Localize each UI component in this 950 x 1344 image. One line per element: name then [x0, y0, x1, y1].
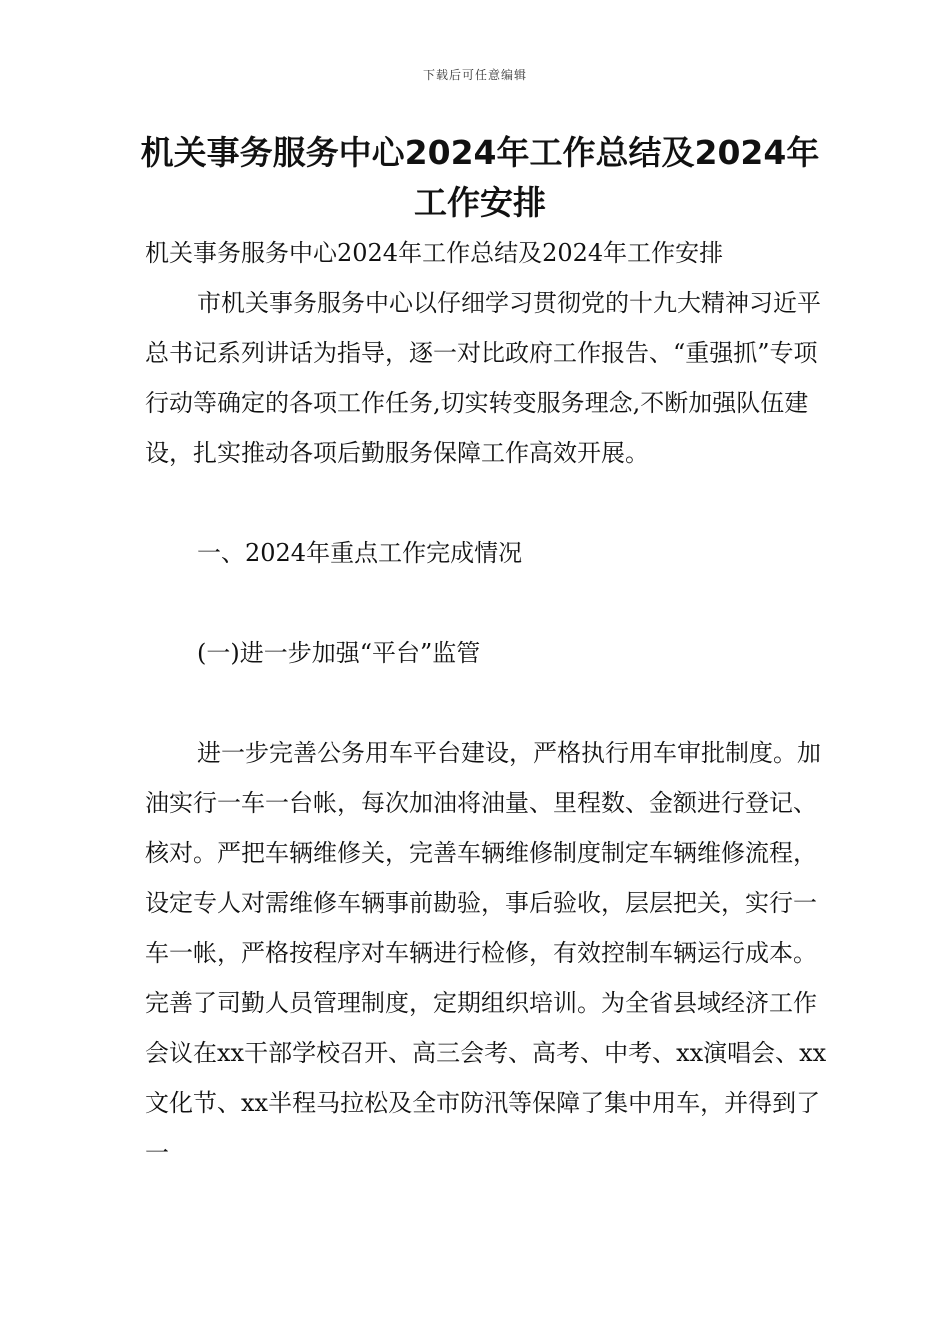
document-subtitle: 机关事务服务中心2024年工作总结及2024年工作安排 [145, 239, 724, 267]
body-paragraph: 进一步完善公务用车平台建设，严格执行用车审批制度。加油实行一车一台帐，每次加油将油量、里程数、金额进行登记、核对。严把车辆维修关，完善车辆维修制度制定车辆维修流程，设定专人对需维修车辆事前勘验，事后验收，层层把关，实行一车一帐，严格按程序对车辆进行检修，有效控制车辆运行成本。完善了司勤人员管理制度，定期组织培训。为全省县域经济工作会议在xx干部学校召开、高三会考、高考、中考、xx演唱会、xx文化节、xx半程马拉松及全市防汛等保障了集中用车，并得到了一 [145, 739, 827, 1167]
section-heading: 一、2024年重点工作完成情况 [197, 539, 523, 567]
header-note: 下载后可任意编辑 [422, 68, 527, 82]
intro-paragraph: 市机关事务服务中心以仔细学习贯彻党的十九大精神习近平总书记系列讲话为指导，逐一对比政府工作报告、“重强抓”专项行动等确定的各项工作任务,切实转变服务理念,不断加强队伍建设，扎实推动各项后勤服务保障工作高效开展。 [145, 289, 821, 467]
document-body [145, 228, 835, 1178]
document-title: 机关事务服务中心2024年工作总结及2024年工作安排 [140, 133, 820, 222]
subsection-heading: (一)进一步加强“平台”监管 [197, 639, 481, 667]
